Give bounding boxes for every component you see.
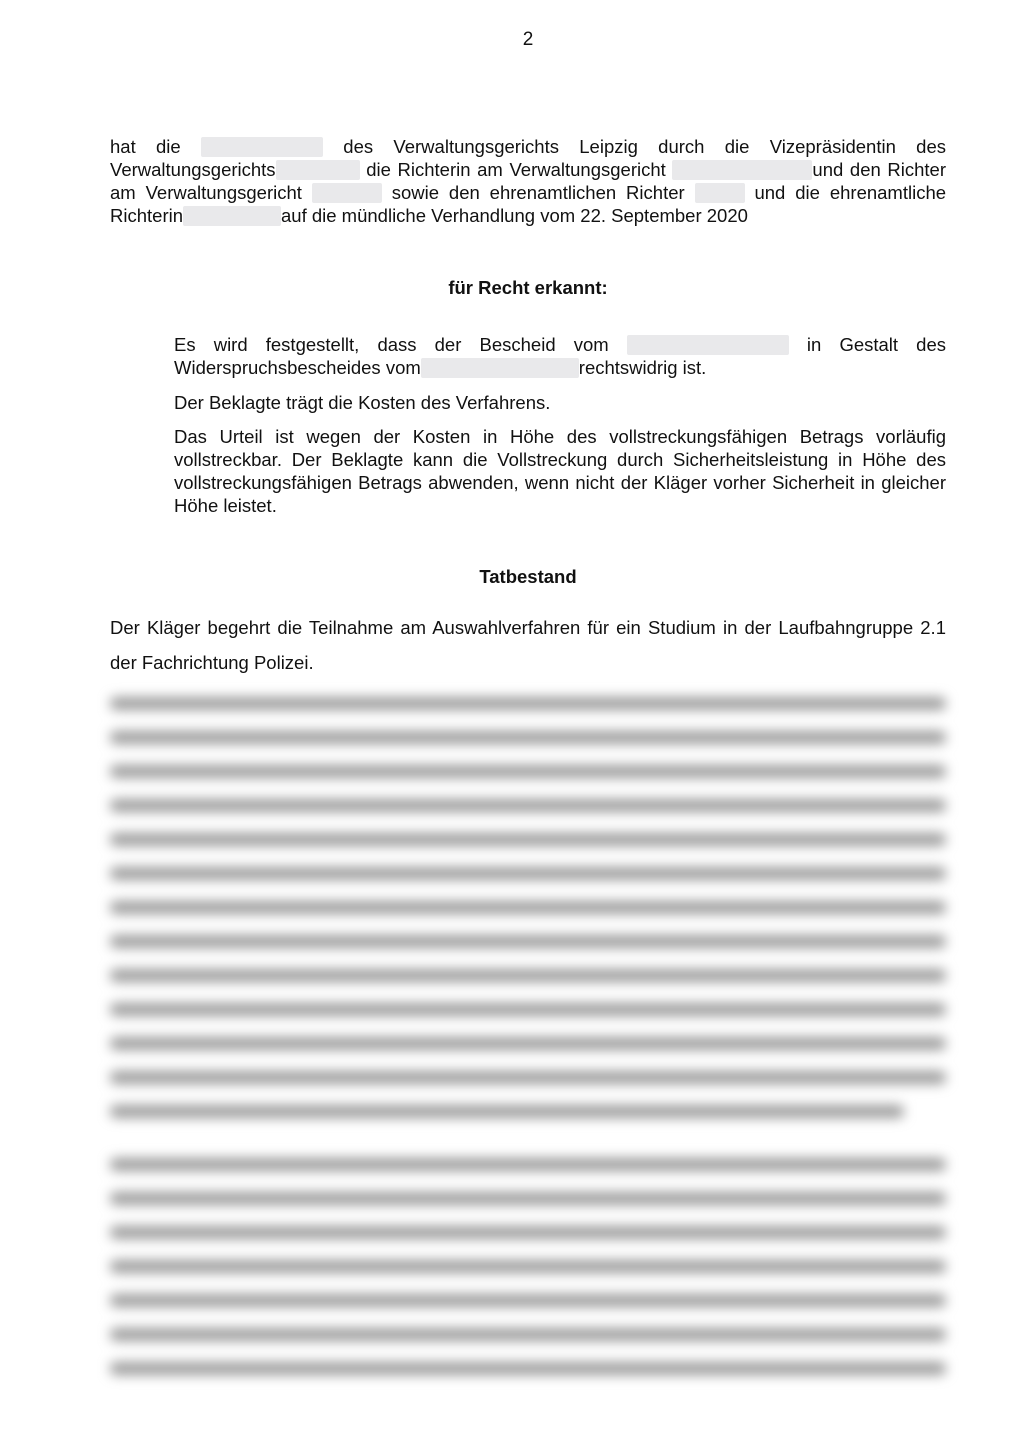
verdict-paragraph-3: Das Urteil ist wegen der Kosten in Höhe des vollstreckungsfähigen Betrags vorläufig vollstreckbar. Der Beklagte kann die Vollstreckung durch Sicherheitsleistung in Höhe des vollstreckungsfähigen Betrags abwenden, wenn nicht der Kläger vorher Sicherheit in gleicher Höhe leistet. [174, 426, 946, 516]
verdict-paragraph-2: Der Beklagte trägt die Kosten des Verfahrens. [174, 392, 551, 413]
redaction-chamber [201, 137, 323, 157]
redaction-judge-female [672, 160, 812, 180]
intro-text-7: auf die mündliche Verhandlung vom 22. September 2020 [281, 205, 748, 226]
verdict-heading: für Recht erkannt: [448, 277, 608, 298]
intro-paragraph [110, 135, 946, 227]
verdict-paragraph-1 [174, 333, 946, 379]
redaction-lay-judge-male [695, 183, 745, 203]
verdict-text-1a: Es wird festgestellt, dass der Bescheid vom [174, 334, 609, 355]
verdict-text-1b: in Gestalt des Widerspruchsbescheides vom [174, 334, 946, 378]
intro-text-6: und die ehrenamtliche Richterin [110, 182, 947, 226]
redaction-lay-judge-female [183, 206, 281, 226]
page-number: 2 [522, 29, 534, 50]
intro-text-1: hat die [110, 136, 181, 157]
redaction-decision-date [627, 335, 789, 355]
tatbestand-heading: Tatbestand [479, 566, 577, 587]
tatbestand-paragraph: Der Kläger begehrt die Teilnahme am Auswahlverfahren für ein Studium in der Laufbahngruppe 2.1 der Fachrichtung Polizei. [110, 617, 946, 673]
intro-text-4: und den Richter am Verwaltungsgericht [110, 159, 947, 203]
intro-text-3: die Richterin am Verwaltungsgericht [366, 159, 666, 180]
intro-text-5: sowie den ehrenamtlichen Richter [391, 182, 685, 203]
intro-text-2: des Verwaltungsgerichts Leipzig durch die Vizepräsidentin des Verwaltungsgerichts [110, 136, 947, 180]
redaction-objection-date [421, 358, 579, 378]
blurred-text-block-2 [110, 1158, 946, 1396]
blurred-text-block-1 [110, 697, 946, 1139]
redaction-vice-president [276, 160, 360, 180]
redaction-judge-male [312, 183, 382, 203]
verdict-text-1c: rechtswidrig ist. [578, 357, 707, 378]
